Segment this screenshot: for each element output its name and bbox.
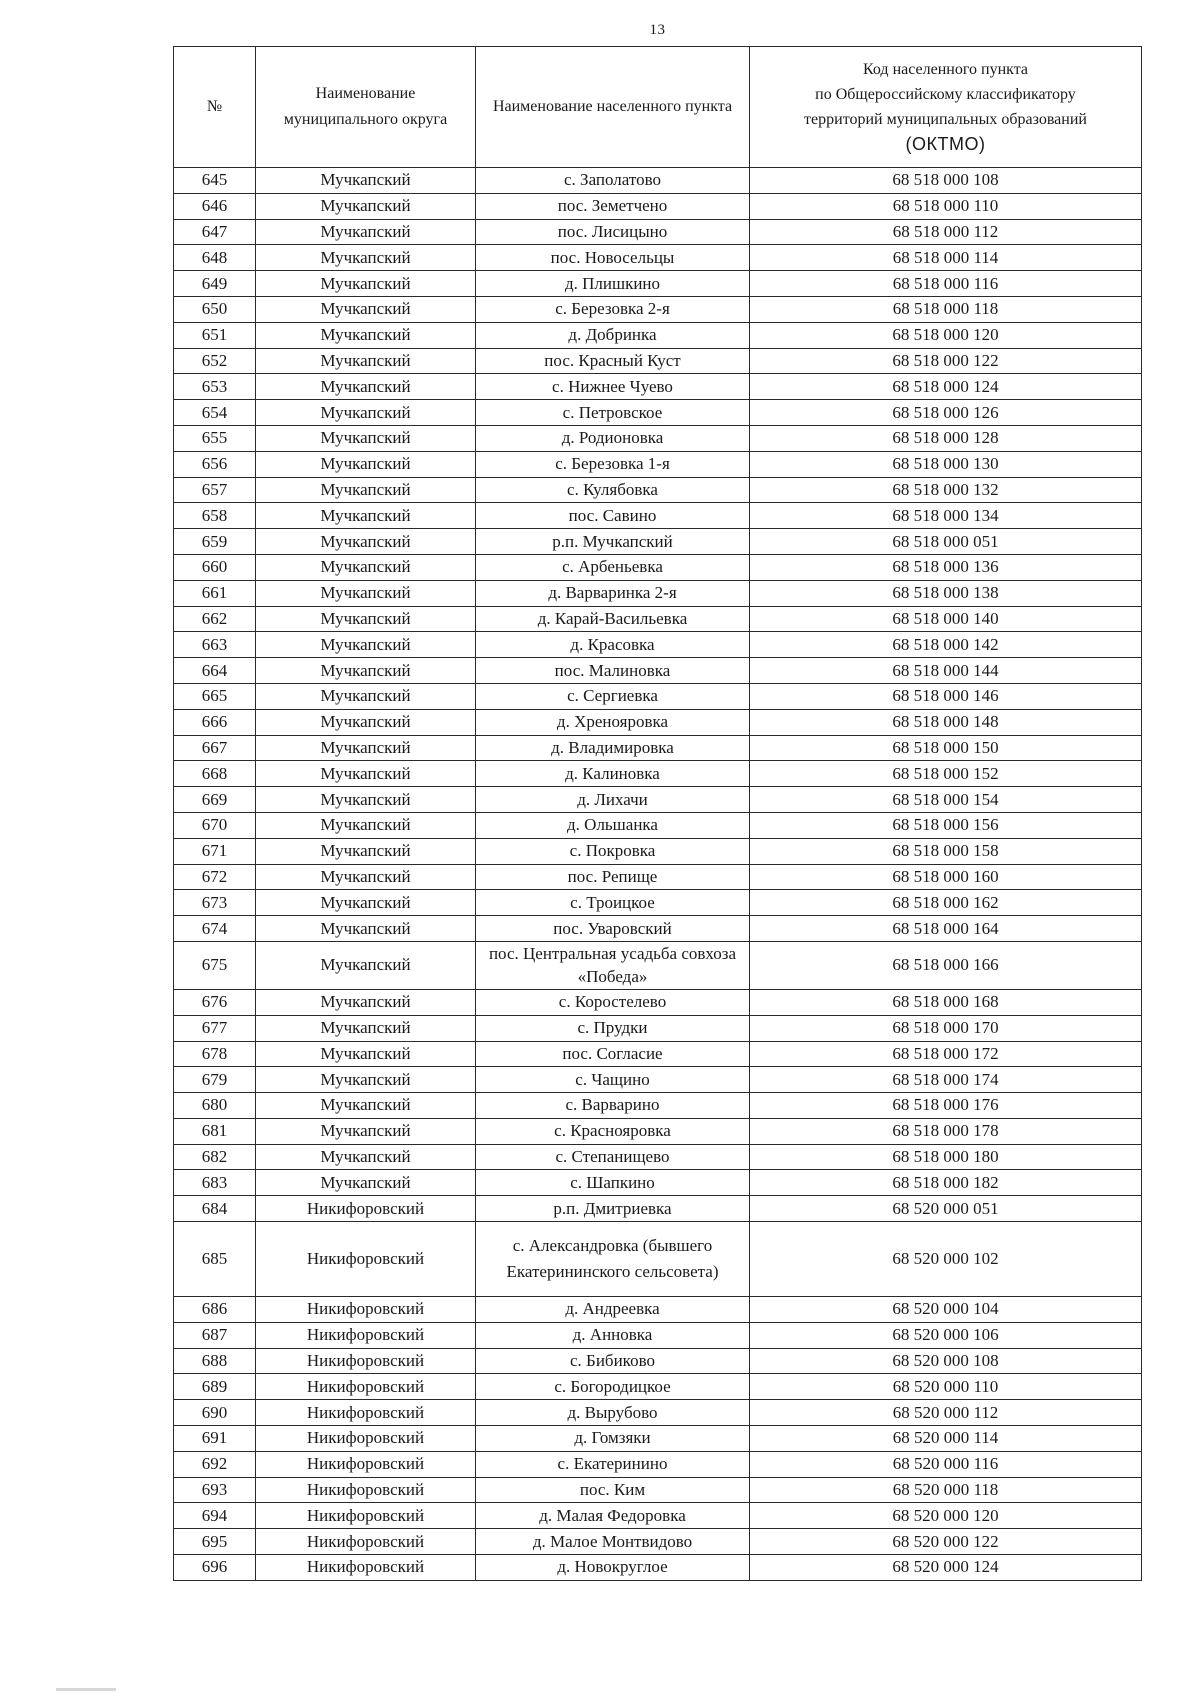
row-number: 681 bbox=[174, 1118, 256, 1144]
table-row bbox=[174, 1322, 1142, 1348]
row-district: Мучкапский bbox=[256, 296, 476, 322]
table-row bbox=[174, 1144, 1142, 1170]
row-oktmo-code: 68 518 000 110 bbox=[750, 193, 1142, 219]
row-locality: пос. Согласие bbox=[476, 1041, 750, 1067]
row-oktmo-code: 68 518 000 148 bbox=[750, 709, 1142, 735]
row-oktmo-code: 68 518 000 130 bbox=[750, 451, 1142, 477]
row-district: Мучкапский bbox=[256, 271, 476, 297]
row-number: 647 bbox=[174, 219, 256, 245]
row-number: 692 bbox=[174, 1451, 256, 1477]
table-row bbox=[174, 658, 1142, 684]
row-number: 675 bbox=[174, 941, 256, 989]
row-locality: д. Вырубово bbox=[476, 1400, 750, 1426]
row-district: Мучкапский bbox=[256, 322, 476, 348]
row-number: 657 bbox=[174, 477, 256, 503]
row-locality: с. Троицкое bbox=[476, 890, 750, 916]
row-number: 654 bbox=[174, 400, 256, 426]
row-number: 666 bbox=[174, 709, 256, 735]
row-number: 670 bbox=[174, 812, 256, 838]
row-number: 669 bbox=[174, 787, 256, 813]
row-district: Никифоровский bbox=[256, 1222, 476, 1297]
row-oktmo-code: 68 518 000 142 bbox=[750, 632, 1142, 658]
table-row bbox=[174, 606, 1142, 632]
row-locality: с. Александровка (бывшего Екатерининского сельсовета) bbox=[476, 1222, 750, 1297]
row-locality: с. Прудки bbox=[476, 1015, 750, 1041]
row-locality: пос. Земетчено bbox=[476, 193, 750, 219]
table-row bbox=[174, 941, 1142, 989]
table-row bbox=[174, 168, 1142, 194]
row-oktmo-code: 68 518 000 178 bbox=[750, 1118, 1142, 1144]
row-locality: с. Арбеньевка bbox=[476, 554, 750, 580]
row-number: 661 bbox=[174, 580, 256, 606]
row-district: Никифоровский bbox=[256, 1400, 476, 1426]
row-oktmo-code: 68 520 000 124 bbox=[750, 1555, 1142, 1581]
row-locality: с. Сергиевка bbox=[476, 683, 750, 709]
table-row bbox=[174, 348, 1142, 374]
row-oktmo-code: 68 520 000 112 bbox=[750, 1400, 1142, 1426]
row-locality: д. Добринка bbox=[476, 322, 750, 348]
row-number: 648 bbox=[174, 245, 256, 271]
row-number: 663 bbox=[174, 632, 256, 658]
row-oktmo-code: 68 518 000 051 bbox=[750, 529, 1142, 555]
table-row bbox=[174, 580, 1142, 606]
table-row bbox=[174, 761, 1142, 787]
row-number: 655 bbox=[174, 425, 256, 451]
table-row bbox=[174, 1015, 1142, 1041]
row-number: 658 bbox=[174, 503, 256, 529]
row-locality: пос. Малиновка bbox=[476, 658, 750, 684]
header-oktmo-code bbox=[750, 47, 1142, 168]
row-oktmo-code: 68 518 000 118 bbox=[750, 296, 1142, 322]
table-row bbox=[174, 219, 1142, 245]
row-number: 684 bbox=[174, 1196, 256, 1222]
row-oktmo-code: 68 520 000 122 bbox=[750, 1529, 1142, 1555]
row-oktmo-code: 68 518 000 132 bbox=[750, 477, 1142, 503]
table-row bbox=[174, 1477, 1142, 1503]
row-number: 665 bbox=[174, 683, 256, 709]
row-locality: д. Лихачи bbox=[476, 787, 750, 813]
row-oktmo-code: 68 518 000 116 bbox=[750, 271, 1142, 297]
row-number: 691 bbox=[174, 1426, 256, 1452]
row-district: Мучкапский bbox=[256, 1118, 476, 1144]
header-code-line-1: Код населенного пункта bbox=[863, 61, 1028, 78]
row-number: 693 bbox=[174, 1477, 256, 1503]
table-row bbox=[174, 1170, 1142, 1196]
row-number: 696 bbox=[174, 1555, 256, 1581]
table-body bbox=[174, 168, 1142, 1581]
row-locality: с. Чащино bbox=[476, 1067, 750, 1093]
row-locality: д. Ольшанка bbox=[476, 812, 750, 838]
table-row bbox=[174, 1555, 1142, 1581]
table-row bbox=[174, 1374, 1142, 1400]
table-row bbox=[174, 271, 1142, 297]
row-number: 652 bbox=[174, 348, 256, 374]
row-district: Мучкапский bbox=[256, 658, 476, 684]
row-oktmo-code: 68 518 000 140 bbox=[750, 606, 1142, 632]
row-oktmo-code: 68 518 000 180 bbox=[750, 1144, 1142, 1170]
table-row bbox=[174, 632, 1142, 658]
row-locality: д. Владимировка bbox=[476, 735, 750, 761]
row-oktmo-code: 68 518 000 126 bbox=[750, 400, 1142, 426]
row-locality: с. Краснояровка bbox=[476, 1118, 750, 1144]
table-row bbox=[174, 400, 1142, 426]
table-row bbox=[174, 1529, 1142, 1555]
row-number: 664 bbox=[174, 658, 256, 684]
row-oktmo-code: 68 520 000 118 bbox=[750, 1477, 1142, 1503]
row-locality: с. Березовка 1-я bbox=[476, 451, 750, 477]
row-district: Мучкапский bbox=[256, 838, 476, 864]
row-oktmo-code: 68 520 000 108 bbox=[750, 1348, 1142, 1374]
row-locality: д. Калиновка bbox=[476, 761, 750, 787]
table-row bbox=[174, 1426, 1142, 1452]
row-number: 660 bbox=[174, 554, 256, 580]
row-district: Мучкапский bbox=[256, 632, 476, 658]
row-oktmo-code: 68 518 000 176 bbox=[750, 1093, 1142, 1119]
row-locality: д. Малое Монтвидово bbox=[476, 1529, 750, 1555]
row-oktmo-code: 68 518 000 144 bbox=[750, 658, 1142, 684]
row-district: Мучкапский bbox=[256, 735, 476, 761]
table-row bbox=[174, 451, 1142, 477]
table-row bbox=[174, 787, 1142, 813]
row-number: 685 bbox=[174, 1222, 256, 1297]
row-number: 678 bbox=[174, 1041, 256, 1067]
header-code-line-3: территорий муниципальных образований bbox=[804, 111, 1087, 128]
row-number: 671 bbox=[174, 838, 256, 864]
row-oktmo-code: 68 520 000 114 bbox=[750, 1426, 1142, 1452]
table-row bbox=[174, 1348, 1142, 1374]
row-locality: пос. Ким bbox=[476, 1477, 750, 1503]
row-oktmo-code: 68 518 000 124 bbox=[750, 374, 1142, 400]
table-row bbox=[174, 529, 1142, 555]
table-row bbox=[174, 1451, 1142, 1477]
row-locality: д. Новокруглое bbox=[476, 1555, 750, 1581]
table-row bbox=[174, 1297, 1142, 1323]
row-number: 679 bbox=[174, 1067, 256, 1093]
row-locality: д. Малая Федоровка bbox=[476, 1503, 750, 1529]
row-oktmo-code: 68 518 000 152 bbox=[750, 761, 1142, 787]
row-oktmo-code: 68 518 000 108 bbox=[750, 168, 1142, 194]
row-number: 688 bbox=[174, 1348, 256, 1374]
settlements-table bbox=[173, 46, 1142, 1581]
table-row bbox=[174, 1118, 1142, 1144]
row-district: Мучкапский bbox=[256, 529, 476, 555]
row-district: Никифоровский bbox=[256, 1529, 476, 1555]
row-locality: пос. Центральная усадьба совхоза «Победа» bbox=[476, 941, 750, 989]
row-district: Никифоровский bbox=[256, 1426, 476, 1452]
row-district: Мучкапский bbox=[256, 709, 476, 735]
table-row bbox=[174, 916, 1142, 942]
row-locality: с. Степанищево bbox=[476, 1144, 750, 1170]
row-oktmo-code: 68 518 000 136 bbox=[750, 554, 1142, 580]
row-oktmo-code: 68 518 000 156 bbox=[750, 812, 1142, 838]
row-locality: д. Красовка bbox=[476, 632, 750, 658]
header-code-line-2: по Общероссийскому классификатору bbox=[815, 86, 1076, 103]
row-locality: пос. Красный Куст bbox=[476, 348, 750, 374]
row-locality: с. Петровское bbox=[476, 400, 750, 426]
row-district: Мучкапский bbox=[256, 451, 476, 477]
header-locality: Наименование населенного пункта bbox=[476, 47, 750, 168]
row-district: Мучкапский bbox=[256, 400, 476, 426]
row-district: Никифоровский bbox=[256, 1503, 476, 1529]
table-row bbox=[174, 503, 1142, 529]
row-district: Никифоровский bbox=[256, 1477, 476, 1503]
table-row bbox=[174, 1196, 1142, 1222]
row-district: Мучкапский bbox=[256, 193, 476, 219]
row-number: 676 bbox=[174, 989, 256, 1015]
table-row bbox=[174, 1093, 1142, 1119]
page-number: 13 bbox=[649, 22, 666, 38]
row-number: 682 bbox=[174, 1144, 256, 1170]
row-district: Никифоровский bbox=[256, 1374, 476, 1400]
header-code-line-4: (ОКТМО) bbox=[905, 134, 986, 154]
row-district: Мучкапский bbox=[256, 683, 476, 709]
row-locality: д. Хреноярoвка bbox=[476, 709, 750, 735]
row-locality: пос. Репище bbox=[476, 864, 750, 890]
row-district: Мучкапский bbox=[256, 425, 476, 451]
row-number: 687 bbox=[174, 1322, 256, 1348]
row-oktmo-code: 68 518 000 162 bbox=[750, 890, 1142, 916]
table-row bbox=[174, 1400, 1142, 1426]
row-locality: д. Карай-Васильевка bbox=[476, 606, 750, 632]
row-oktmo-code: 68 518 000 120 bbox=[750, 322, 1142, 348]
header-number: № bbox=[174, 47, 256, 168]
table-row bbox=[174, 864, 1142, 890]
table-row bbox=[174, 245, 1142, 271]
row-district: Мучкапский bbox=[256, 787, 476, 813]
row-number: 645 bbox=[174, 168, 256, 194]
row-oktmo-code: 68 518 000 174 bbox=[750, 1067, 1142, 1093]
row-district: Мучкапский bbox=[256, 374, 476, 400]
row-locality: с. Кулябовка bbox=[476, 477, 750, 503]
table-row bbox=[174, 296, 1142, 322]
row-locality: с. Нижнее Чуево bbox=[476, 374, 750, 400]
row-number: 694 bbox=[174, 1503, 256, 1529]
table-row bbox=[174, 683, 1142, 709]
row-district: Мучкапский bbox=[256, 1170, 476, 1196]
table-row bbox=[174, 838, 1142, 864]
row-oktmo-code: 68 520 000 104 bbox=[750, 1297, 1142, 1323]
row-number: 667 bbox=[174, 735, 256, 761]
table-row bbox=[174, 322, 1142, 348]
row-district: Мучкапский bbox=[256, 554, 476, 580]
row-locality: д. Варваринка 2-я bbox=[476, 580, 750, 606]
row-district: Мучкапский bbox=[256, 477, 476, 503]
row-number: 651 bbox=[174, 322, 256, 348]
footer-scan-mark bbox=[56, 1688, 116, 1691]
row-number: 673 bbox=[174, 890, 256, 916]
row-district: Мучкапский bbox=[256, 1067, 476, 1093]
table-row bbox=[174, 812, 1142, 838]
table-row bbox=[174, 1067, 1142, 1093]
row-district: Мучкапский bbox=[256, 606, 476, 632]
row-oktmo-code: 68 518 000 134 bbox=[750, 503, 1142, 529]
row-oktmo-code: 68 518 000 164 bbox=[750, 916, 1142, 942]
table-row bbox=[174, 374, 1142, 400]
row-number: 683 bbox=[174, 1170, 256, 1196]
row-locality: с. Коростелево bbox=[476, 989, 750, 1015]
header-row bbox=[174, 47, 1142, 168]
row-number: 668 bbox=[174, 761, 256, 787]
row-oktmo-code: 68 520 000 110 bbox=[750, 1374, 1142, 1400]
table-row bbox=[174, 709, 1142, 735]
row-district: Мучкапский bbox=[256, 503, 476, 529]
row-number: 689 bbox=[174, 1374, 256, 1400]
row-locality: с. Бибиково bbox=[476, 1348, 750, 1374]
row-oktmo-code: 68 520 000 120 bbox=[750, 1503, 1142, 1529]
table-row bbox=[174, 425, 1142, 451]
row-district: Никифоровский bbox=[256, 1196, 476, 1222]
header-district: Наименование муниципального округа bbox=[256, 47, 476, 168]
row-locality: д. Плишкино bbox=[476, 271, 750, 297]
row-district: Мучкапский bbox=[256, 761, 476, 787]
row-oktmo-code: 68 518 000 146 bbox=[750, 683, 1142, 709]
row-number: 646 bbox=[174, 193, 256, 219]
row-district: Мучкапский bbox=[256, 168, 476, 194]
row-district: Мучкапский bbox=[256, 1041, 476, 1067]
row-number: 677 bbox=[174, 1015, 256, 1041]
row-locality: д. Анновка bbox=[476, 1322, 750, 1348]
row-number: 690 bbox=[174, 1400, 256, 1426]
row-district: Мучкапский bbox=[256, 812, 476, 838]
row-locality: пос. Лисицыно bbox=[476, 219, 750, 245]
row-district: Никифоровский bbox=[256, 1451, 476, 1477]
row-district: Мучкапский bbox=[256, 1015, 476, 1041]
row-oktmo-code: 68 518 000 128 bbox=[750, 425, 1142, 451]
table-row bbox=[174, 989, 1142, 1015]
row-district: Мучкапский bbox=[256, 864, 476, 890]
row-number: 659 bbox=[174, 529, 256, 555]
row-district: Мучкапский bbox=[256, 219, 476, 245]
row-district: Никифоровский bbox=[256, 1322, 476, 1348]
row-number: 672 bbox=[174, 864, 256, 890]
row-locality: д. Андреевка bbox=[476, 1297, 750, 1323]
row-district: Никифоровский bbox=[256, 1555, 476, 1581]
table-row bbox=[174, 477, 1142, 503]
row-locality: с. Варварино bbox=[476, 1093, 750, 1119]
row-number: 653 bbox=[174, 374, 256, 400]
row-district: Никифоровский bbox=[256, 1297, 476, 1323]
row-district: Мучкапский bbox=[256, 1093, 476, 1119]
row-number: 695 bbox=[174, 1529, 256, 1555]
row-oktmo-code: 68 518 000 172 bbox=[750, 1041, 1142, 1067]
row-oktmo-code: 68 518 000 122 bbox=[750, 348, 1142, 374]
row-oktmo-code: 68 518 000 166 bbox=[750, 941, 1142, 989]
row-number: 649 bbox=[174, 271, 256, 297]
row-oktmo-code: 68 518 000 158 bbox=[750, 838, 1142, 864]
table-row bbox=[174, 1041, 1142, 1067]
row-locality: р.п. Дмитриевка bbox=[476, 1196, 750, 1222]
row-number: 674 bbox=[174, 916, 256, 942]
row-number: 656 bbox=[174, 451, 256, 477]
row-oktmo-code: 68 520 000 116 bbox=[750, 1451, 1142, 1477]
row-locality: с. Березовка 2-я bbox=[476, 296, 750, 322]
row-locality: д. Родионовка bbox=[476, 425, 750, 451]
row-oktmo-code: 68 520 000 106 bbox=[750, 1322, 1142, 1348]
row-locality: с. Екатеринино bbox=[476, 1451, 750, 1477]
row-number: 686 bbox=[174, 1297, 256, 1323]
row-locality: с. Покровка bbox=[476, 838, 750, 864]
row-oktmo-code: 68 518 000 112 bbox=[750, 219, 1142, 245]
row-locality: пос. Савино bbox=[476, 503, 750, 529]
row-locality: д. Гомзяки bbox=[476, 1426, 750, 1452]
table-header bbox=[174, 47, 1142, 168]
row-locality: с. Заполатово bbox=[476, 168, 750, 194]
row-district: Никифоровский bbox=[256, 1348, 476, 1374]
table-row bbox=[174, 1222, 1142, 1297]
row-oktmo-code: 68 518 000 160 bbox=[750, 864, 1142, 890]
row-oktmo-code: 68 518 000 150 bbox=[750, 735, 1142, 761]
row-district: Мучкапский bbox=[256, 916, 476, 942]
row-number: 650 bbox=[174, 296, 256, 322]
table-row bbox=[174, 890, 1142, 916]
row-district: Мучкапский bbox=[256, 1144, 476, 1170]
table-row bbox=[174, 554, 1142, 580]
row-district: Мучкапский bbox=[256, 348, 476, 374]
row-oktmo-code: 68 518 000 154 bbox=[750, 787, 1142, 813]
row-oktmo-code: 68 520 000 102 bbox=[750, 1222, 1142, 1297]
row-oktmo-code: 68 520 000 051 bbox=[750, 1196, 1142, 1222]
table-row bbox=[174, 193, 1142, 219]
row-oktmo-code: 68 518 000 182 bbox=[750, 1170, 1142, 1196]
row-locality: пос. Новосельцы bbox=[476, 245, 750, 271]
row-locality: с. Шапкино bbox=[476, 1170, 750, 1196]
row-locality: р.п. Мучкапский bbox=[476, 529, 750, 555]
row-locality: с. Богородицкое bbox=[476, 1374, 750, 1400]
row-oktmo-code: 68 518 000 114 bbox=[750, 245, 1142, 271]
row-oktmo-code: 68 518 000 168 bbox=[750, 989, 1142, 1015]
row-district: Мучкапский bbox=[256, 890, 476, 916]
row-district: Мучкапский bbox=[256, 245, 476, 271]
row-district: Мучкапский bbox=[256, 580, 476, 606]
row-number: 680 bbox=[174, 1093, 256, 1119]
row-locality: пос. Уваровский bbox=[476, 916, 750, 942]
row-number: 662 bbox=[174, 606, 256, 632]
row-district: Мучкапский bbox=[256, 941, 476, 989]
row-oktmo-code: 68 518 000 138 bbox=[750, 580, 1142, 606]
table-row bbox=[174, 1503, 1142, 1529]
table-row bbox=[174, 735, 1142, 761]
row-district: Мучкапский bbox=[256, 989, 476, 1015]
row-oktmo-code: 68 518 000 170 bbox=[750, 1015, 1142, 1041]
